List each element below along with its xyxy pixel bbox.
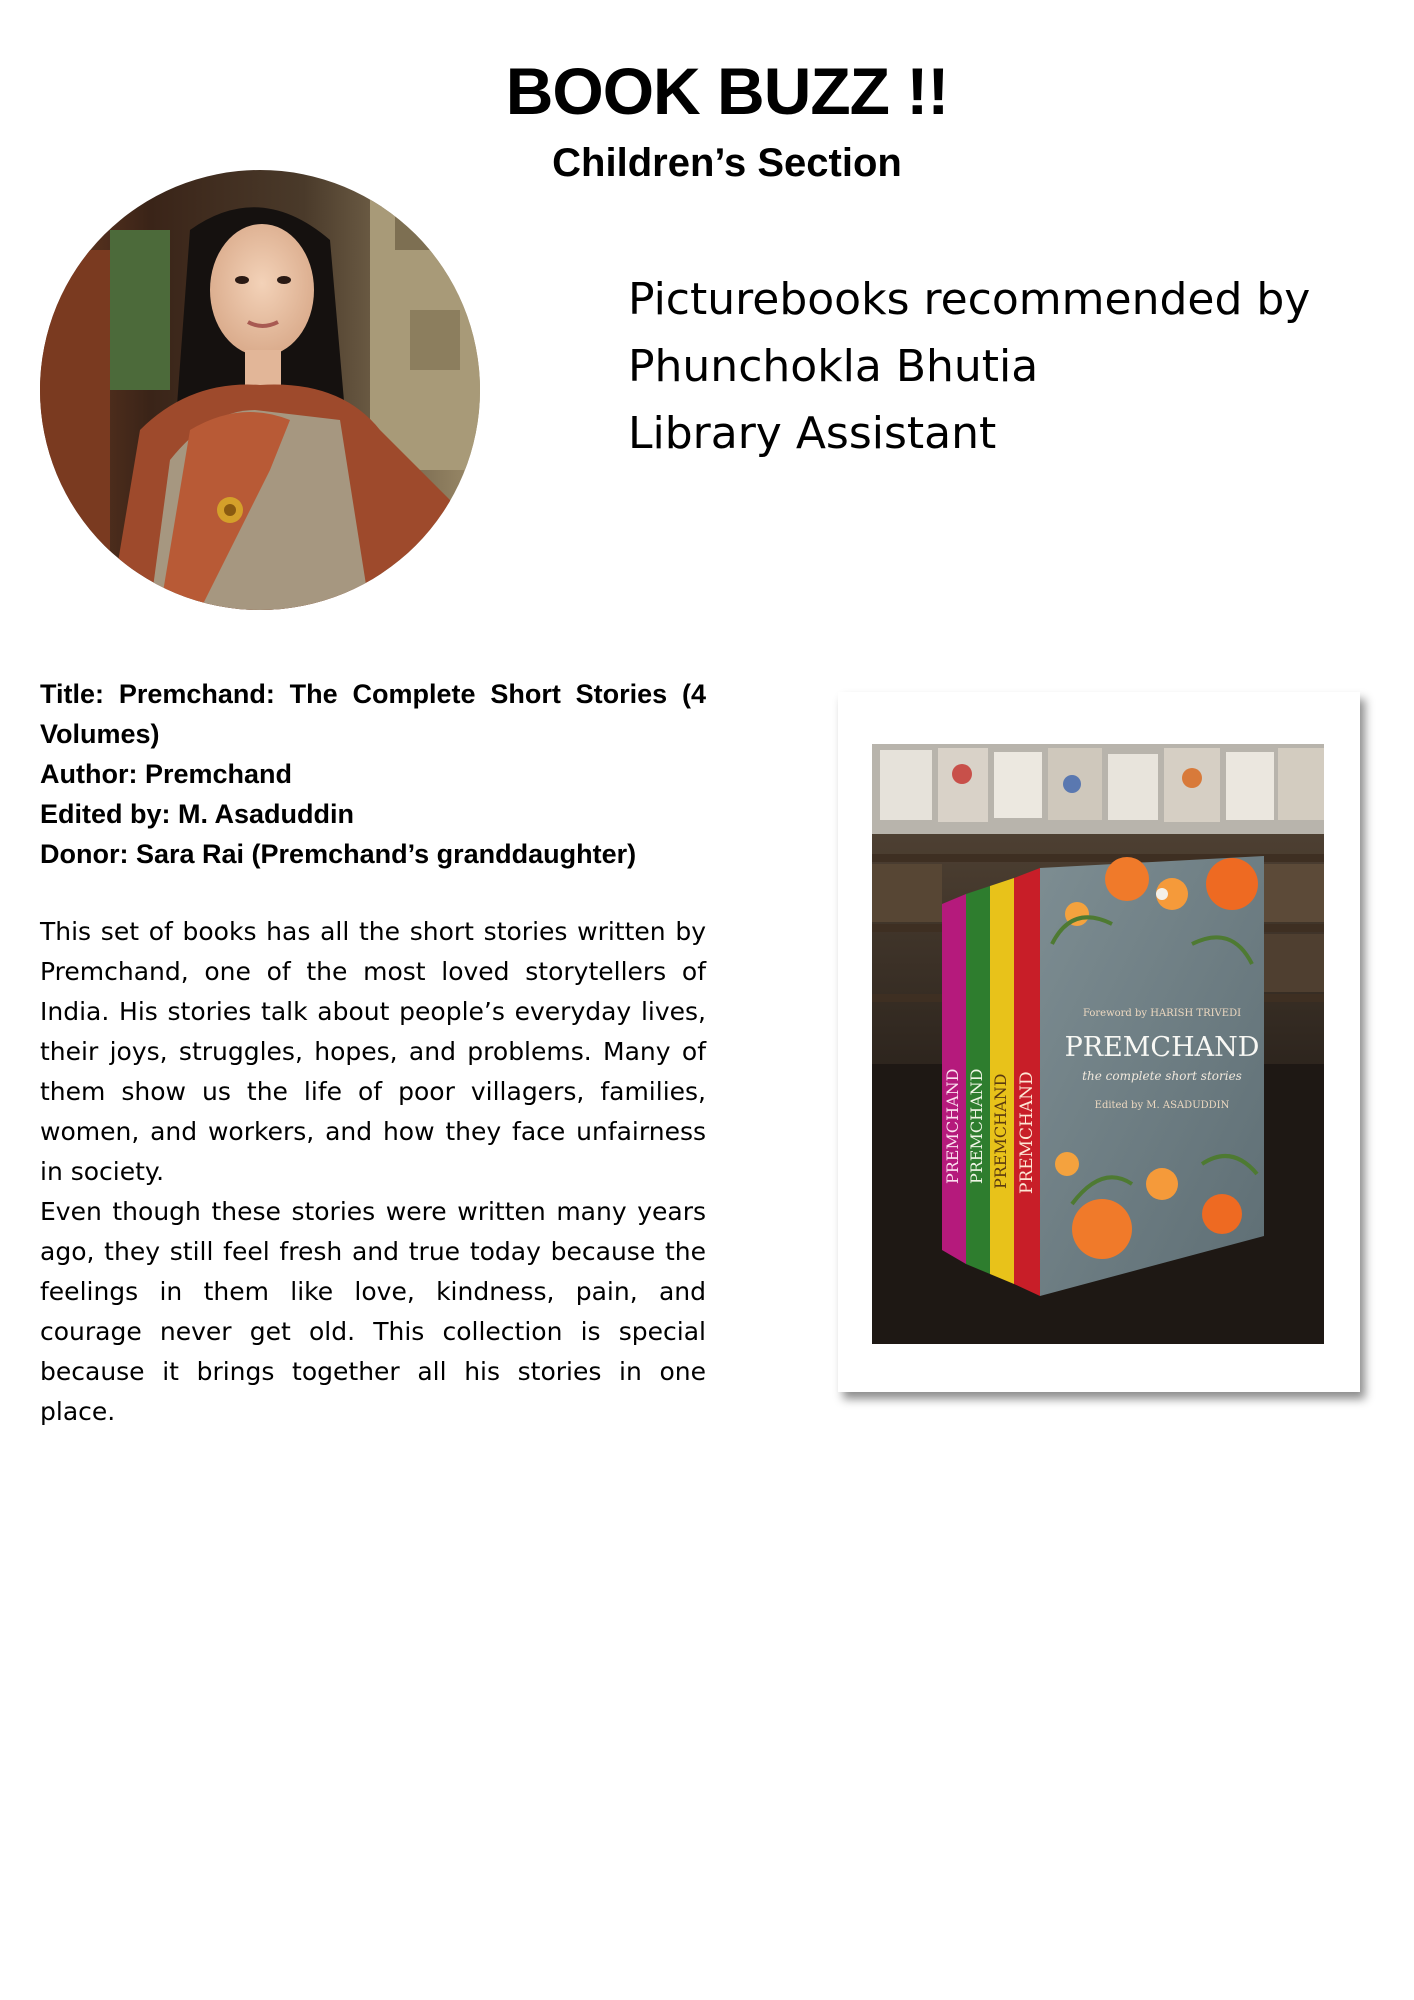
recommender-role: Library Assistant bbox=[628, 408, 997, 459]
spine-text-1: PREMCHAND bbox=[943, 1068, 962, 1184]
cover-editor: Edited by M. ASADUDDIN bbox=[1094, 1100, 1230, 1111]
book-box-set-photo bbox=[872, 744, 1324, 1344]
cover-foreword: Foreword by HARISH TRIVEDI bbox=[1082, 1008, 1242, 1019]
recommender-block bbox=[628, 266, 1310, 467]
book-photo-frame bbox=[838, 692, 1360, 1392]
spine-text-4: PREMCHAND bbox=[1017, 1071, 1037, 1194]
description-paragraph-1: This set of books has all the short stories written by Premchand, one of the most loved storytellers of India. His stories talk about people’s everyday lives, their joys, struggles, hopes, and problems. Many of them show us the life of poor villagers, families, women, and workers, and how they face unfairness in society. bbox=[40, 917, 706, 1186]
book-donor: Donor: Sara Rai (Premchand’s granddaughter) bbox=[40, 839, 637, 869]
book-details bbox=[40, 674, 706, 874]
cover-subtitle: the complete short stories bbox=[1082, 1069, 1242, 1083]
section-subtitle: Children’s Section bbox=[552, 141, 902, 185]
recommender-portrait bbox=[40, 170, 480, 610]
cover-title: PREMCHAND bbox=[1064, 1032, 1260, 1063]
page-title: BOOK BUZZ !! bbox=[505, 54, 949, 128]
book-description bbox=[40, 912, 706, 1432]
book-author: Author: Premchand bbox=[40, 759, 293, 789]
spine-text-3: PREMCHAND bbox=[991, 1073, 1010, 1189]
spine-text-2: PREMCHAND bbox=[967, 1068, 986, 1184]
book-title: Title: Premchand: The Complete Short Stories (4 Volumes) bbox=[40, 679, 706, 749]
description-paragraph-2: Even though these stories were written many years ago, they still feel fresh and true today because the feelings in them like love, kindness, pain, and courage never get old. This collection is special because it brings together all his stories in one place. bbox=[40, 1197, 706, 1426]
book-editor: Edited by: M. Asaduddin bbox=[40, 799, 354, 829]
recommender-intro: Picturebooks recommended by bbox=[628, 274, 1311, 325]
recommender-name: Phunchokla Bhutia bbox=[628, 341, 1039, 392]
